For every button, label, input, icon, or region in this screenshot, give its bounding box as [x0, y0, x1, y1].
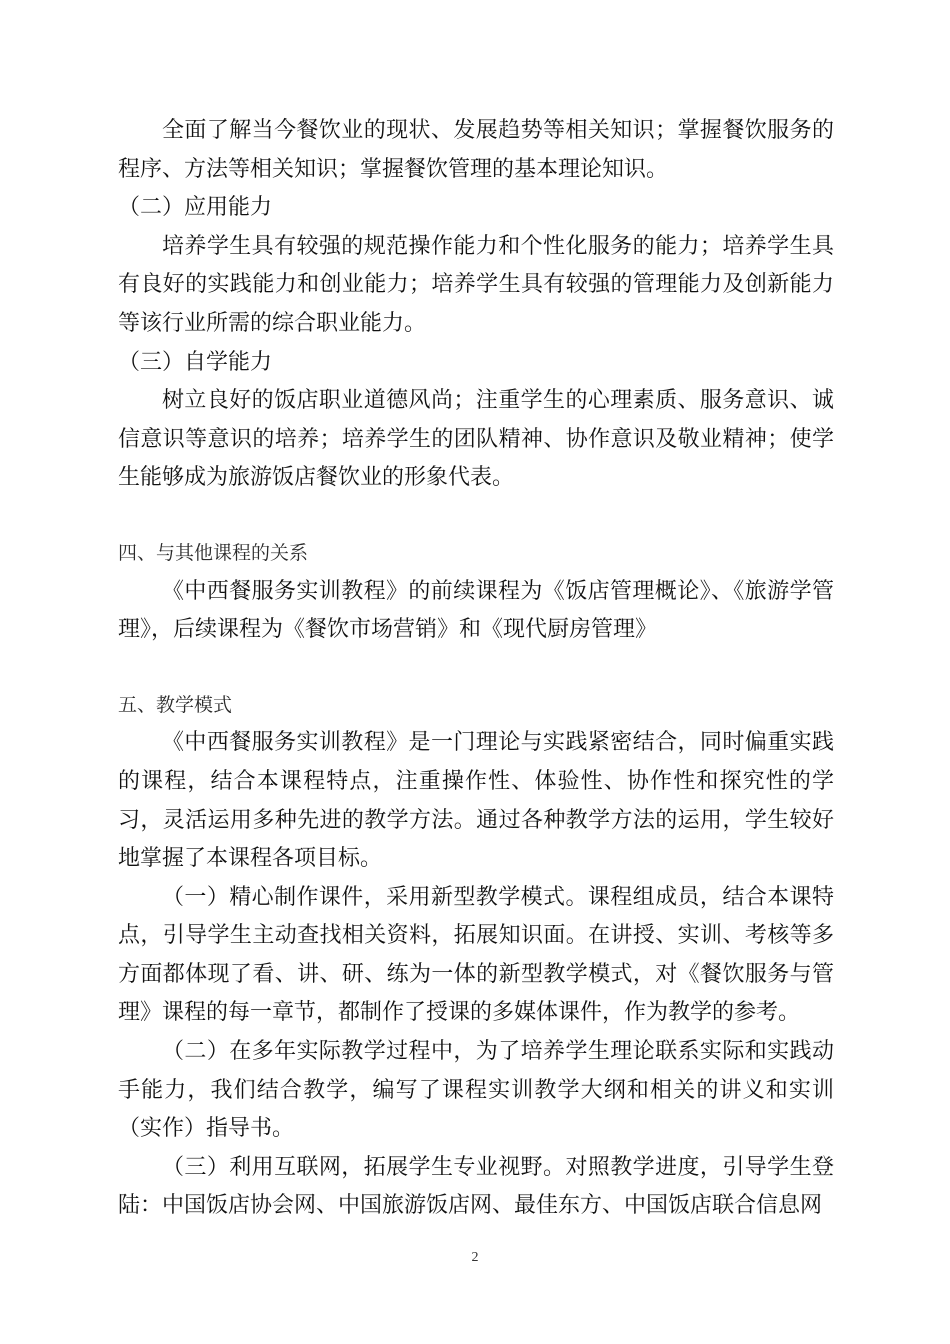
paragraph-course-relations: 《中西餐服务实训教程》的前续课程为《饭店管理概论》、《旅游学管理》，后续课程为《餐饮市场营销》和《现代厨房管理》: [118, 578, 834, 643]
section-heading-course-relations: 四、与其他课程的关系: [118, 541, 309, 564]
paragraph-teaching-mode-intro: 《中西餐服务实训教程》是一门理论与实践紧密结合，同时偏重实践的课程，结合本课程特点，注重操作性、体验性、协作性和探究性的学习，灵活运用多种先进的教学方法。通过各种教学方法的运用，学生较好地掌握了本课程各项目标。: [118, 730, 834, 872]
paragraph-courseware: （一）精心制作课件，采用新型教学模式。课程组成员，结合本课特点，引导学生主动查找相关资料，拓展知识面。在讲授、实训、考核等多方面都体现了看、讲、研、练为一体的新型教学模式，对《餐饮服务与管理》课程的每一章节，都制作了授课的多媒体课件，作为教学的参考。: [118, 884, 834, 1026]
paragraph-internet-resources: （三）利用互联网，拓展学生专业视野。对照教学进度，引导学生登陆：中国饭店协会网、中国旅游饭店网、最佳东方、中国饭店联合信息网: [118, 1154, 834, 1219]
paragraph-knowledge-goal: 全面了解当今餐饮业的现状、发展趋势等相关知识；掌握餐饮服务的程序、方法等相关知识；掌握餐饮管理的基本理论知识。: [118, 118, 834, 182]
paragraph-training-materials: （二）在多年实际教学过程中，为了培养学生理论联系实际和实践动手能力，我们结合教学，编写了课程实训教学大纲和相关的讲义和实训（实作）指导书。: [118, 1039, 834, 1142]
subheading-application-ability: （二）应用能力: [118, 195, 273, 221]
subheading-self-learning-ability: （三）自学能力: [118, 349, 273, 375]
document-body: [118, 112, 834, 1226]
page-number: 2: [471, 1250, 479, 1265]
section-heading-teaching-mode: 五、教学模式: [118, 693, 233, 716]
paragraph-application-ability: 培养学生具有较强的规范操作能力和个性化服务的能力；培养学生具有良好的实践能力和创业能力；培养学生具有较强的管理能力及创新能力等该行业所需的综合职业能力。: [118, 233, 834, 336]
paragraph-self-learning-ability: 树立良好的饭店职业道德风尚；注重学生的心理素质、服务意识、诚信意识等意识的培养；培养学生的团队精神、协作意识及敬业精神；使学生能够成为旅游饭店餐饮业的形象代表。: [118, 388, 834, 491]
